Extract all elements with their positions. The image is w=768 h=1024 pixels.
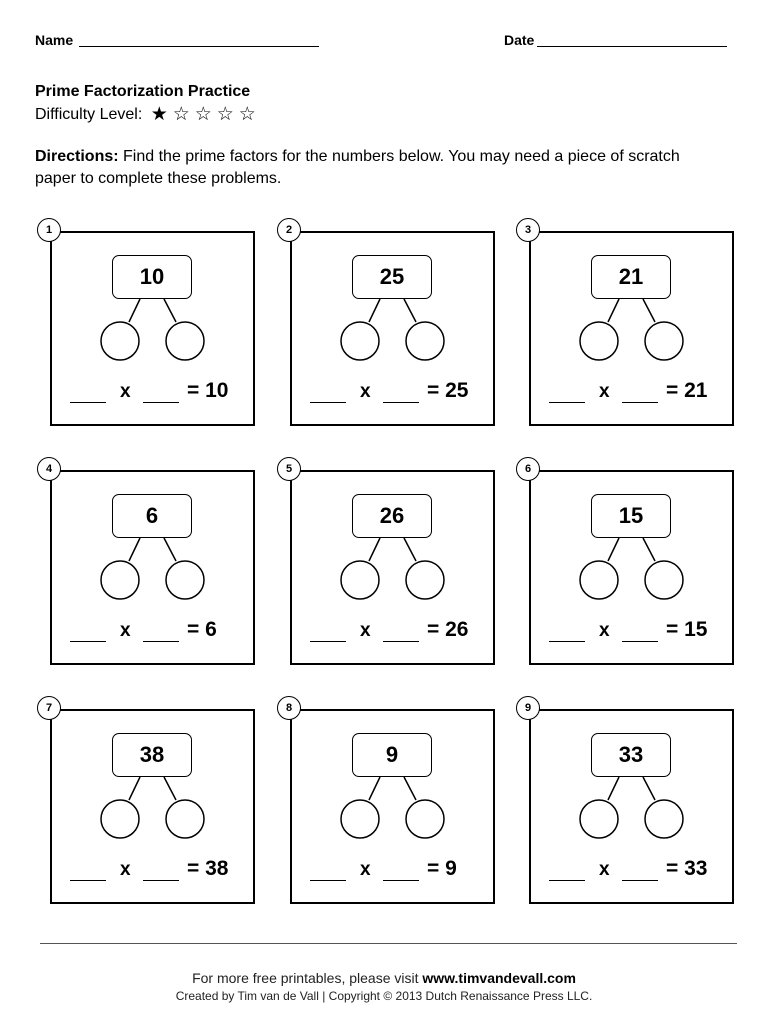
problem-number-badge: 6 <box>516 457 540 481</box>
equation-result: = 33 <box>666 857 708 880</box>
answer-blank-1[interactable] <box>549 880 585 881</box>
tree-branch-right <box>164 299 176 322</box>
problem-card <box>290 470 495 665</box>
factor-equation <box>531 857 736 885</box>
answer-blank-2[interactable] <box>143 880 179 881</box>
problem-number-badge: 8 <box>277 696 301 720</box>
footer-visit-text: For more free printables, please visit <box>192 970 423 986</box>
factor-equation <box>292 857 497 885</box>
problem-card <box>529 231 734 426</box>
factor-equation <box>52 618 257 646</box>
tree-branch-right <box>643 538 655 561</box>
multiply-sign: x <box>360 620 371 641</box>
footer-credit: Created by Tim van de Vall | Copyright © 2013 Dutch Renaissance Press LLC. <box>175 989 593 1003</box>
equation-result: = 6 <box>187 618 217 641</box>
directions-label: Directions: <box>35 148 119 165</box>
target-number: 6 <box>112 494 192 538</box>
factor-circle-left[interactable] <box>101 322 139 360</box>
answer-blank-1[interactable] <box>310 880 346 881</box>
problem-number-badge: 4 <box>37 457 61 481</box>
problem-card <box>50 709 255 904</box>
difficulty-label: Difficulty Level: <box>35 106 143 123</box>
equation-result: = 26 <box>427 618 469 641</box>
multiply-sign: x <box>120 859 131 880</box>
equation-result: = 10 <box>187 379 229 402</box>
directions <box>35 146 725 190</box>
factor-circle-left[interactable] <box>341 322 379 360</box>
tree-branch-right <box>643 777 655 800</box>
equation-result: = 21 <box>666 379 708 402</box>
answer-blank-1[interactable] <box>549 641 585 642</box>
tree-branch-left <box>608 538 619 561</box>
factor-circle-left[interactable] <box>580 322 618 360</box>
factor-circle-left[interactable] <box>101 561 139 599</box>
answer-blank-2[interactable] <box>622 880 658 881</box>
target-number: 10 <box>112 255 192 299</box>
factor-circle-left[interactable] <box>101 800 139 838</box>
target-number: 15 <box>591 494 671 538</box>
answer-blank-2[interactable] <box>622 641 658 642</box>
footer-site-link[interactable]: www.timvandevall.com <box>422 970 576 986</box>
factor-equation <box>292 379 497 407</box>
answer-blank-2[interactable] <box>383 402 419 403</box>
factor-circle-right[interactable] <box>406 561 444 599</box>
answer-blank-2[interactable] <box>622 402 658 403</box>
answer-blank-1[interactable] <box>70 880 106 881</box>
factor-circle-right[interactable] <box>406 322 444 360</box>
answer-blank-2[interactable] <box>383 880 419 881</box>
multiply-sign: x <box>360 381 371 402</box>
factor-equation <box>52 379 257 407</box>
star-empty-icon: ☆ <box>238 104 256 125</box>
factor-circle-left[interactable] <box>580 561 618 599</box>
answer-blank-2[interactable] <box>143 641 179 642</box>
answer-blank-1[interactable] <box>310 641 346 642</box>
multiply-sign: x <box>120 381 131 402</box>
star-empty-icon: ☆ <box>172 104 190 125</box>
target-number: 9 <box>352 733 432 777</box>
answer-blank-1[interactable] <box>549 402 585 403</box>
tree-branch-left <box>369 299 380 322</box>
multiply-sign: x <box>599 620 610 641</box>
factor-circle-right[interactable] <box>645 322 683 360</box>
problem-number-badge: 3 <box>516 218 540 242</box>
multiply-sign: x <box>599 859 610 880</box>
answer-blank-1[interactable] <box>70 641 106 642</box>
problem-number-badge: 5 <box>277 457 301 481</box>
tree-branch-left <box>608 299 619 322</box>
problem-card <box>290 709 495 904</box>
target-number: 25 <box>352 255 432 299</box>
tree-branch-right <box>404 777 416 800</box>
equation-result: = 38 <box>187 857 229 880</box>
star-filled-icon: ★ <box>150 104 168 125</box>
problem-card <box>529 470 734 665</box>
equation-result: = 25 <box>427 379 469 402</box>
target-number: 33 <box>591 733 671 777</box>
tree-branch-right <box>404 538 416 561</box>
tree-branch-left <box>369 538 380 561</box>
target-number: 21 <box>591 255 671 299</box>
factor-equation <box>52 857 257 885</box>
date-label: Date <box>504 32 535 48</box>
tree-branch-right <box>164 777 176 800</box>
factor-circle-right[interactable] <box>166 800 204 838</box>
answer-blank-1[interactable] <box>310 402 346 403</box>
tree-branch-left <box>129 299 140 322</box>
difficulty-stars <box>148 105 258 125</box>
tree-branch-right <box>643 299 655 322</box>
factor-circle-left[interactable] <box>341 800 379 838</box>
tree-branch-right <box>164 538 176 561</box>
tree-branch-left <box>129 538 140 561</box>
problem-card <box>50 470 255 665</box>
problem-number-badge: 9 <box>516 696 540 720</box>
target-number: 38 <box>112 733 192 777</box>
multiply-sign: x <box>360 859 371 880</box>
name-label: Name <box>35 32 74 48</box>
factor-equation <box>531 379 736 407</box>
factor-circle-right[interactable] <box>645 800 683 838</box>
problem-card <box>529 709 734 904</box>
multiply-sign: x <box>120 620 131 641</box>
date-field[interactable] <box>537 32 727 47</box>
factor-circle-left[interactable] <box>341 561 379 599</box>
problem-number-badge: 7 <box>37 696 61 720</box>
footer-visit <box>0 970 768 986</box>
star-empty-icon: ☆ <box>216 104 234 125</box>
problem-card <box>290 231 495 426</box>
difficulty-level <box>35 105 258 125</box>
name-field[interactable] <box>79 32 319 47</box>
footer-divider <box>40 943 737 944</box>
tree-branch-left <box>608 777 619 800</box>
page-title: Prime Factorization Practice <box>35 83 251 100</box>
factor-circle-right[interactable] <box>645 561 683 599</box>
tree-branch-left <box>369 777 380 800</box>
factor-circle-right[interactable] <box>406 800 444 838</box>
factor-circle-right[interactable] <box>166 561 204 599</box>
problem-card <box>50 231 255 426</box>
equation-result: = 9 <box>427 857 457 880</box>
tree-branch-left <box>129 777 140 800</box>
star-empty-icon: ☆ <box>194 104 212 125</box>
answer-blank-2[interactable] <box>383 641 419 642</box>
target-number: 26 <box>352 494 432 538</box>
factor-equation <box>292 618 497 646</box>
factor-circle-left[interactable] <box>580 800 618 838</box>
tree-branch-right <box>404 299 416 322</box>
equation-result: = 15 <box>666 618 708 641</box>
answer-blank-2[interactable] <box>143 402 179 403</box>
answer-blank-1[interactable] <box>70 402 106 403</box>
problem-number-badge: 1 <box>37 218 61 242</box>
directions-text: Find the prime factors for the numbers below. You may need a piece of scratch paper to complete these problems. <box>35 148 680 187</box>
problem-number-badge: 2 <box>277 218 301 242</box>
multiply-sign: x <box>599 381 610 402</box>
factor-equation <box>531 618 736 646</box>
factor-circle-right[interactable] <box>166 322 204 360</box>
